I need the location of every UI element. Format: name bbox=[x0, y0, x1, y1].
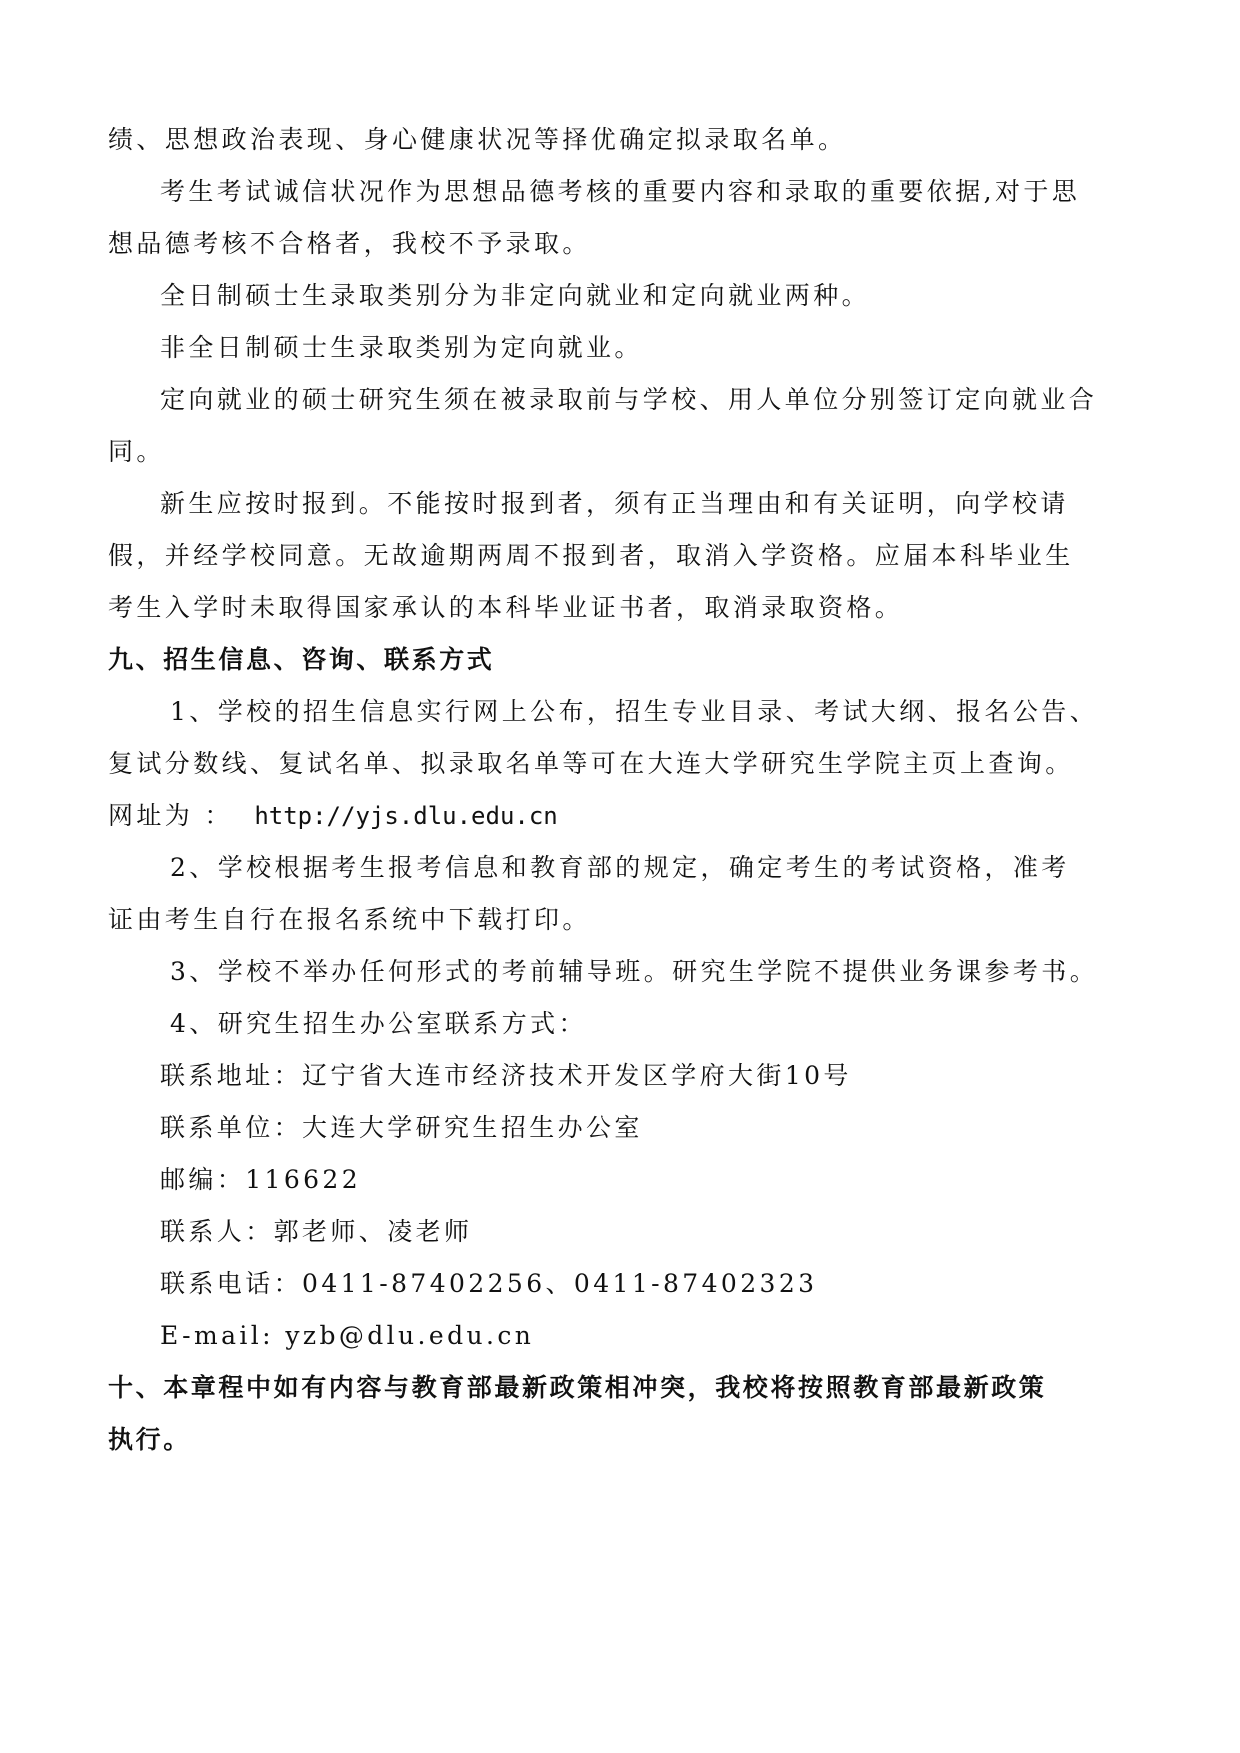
contact-postcode bbox=[160, 1165, 361, 1195]
phone-value: 0411-87402256、0411-87402323 bbox=[302, 1269, 818, 1298]
paragraph-line: 同。 bbox=[108, 437, 165, 466]
contact-phone bbox=[160, 1269, 817, 1299]
paragraph-line: 考生入学时未取得国家承认的本科毕业证书者，取消录取资格。 bbox=[108, 593, 904, 622]
postcode-value: 116622 bbox=[245, 1165, 362, 1194]
list-item-line: 复试分数线、复试名单、拟录取名单等可在大连大学研究生学院主页上查询。 bbox=[108, 749, 1074, 778]
unit-value: 大连大学研究生招生办公室 bbox=[302, 1113, 643, 1142]
section-heading: 执行。 bbox=[108, 1425, 191, 1454]
person-value: 郭老师、凌老师 bbox=[273, 1217, 473, 1246]
list-item-line: 2、学校根据考生报考信息和教育部的规定，确定考生的考试资格，准考 bbox=[170, 853, 1070, 882]
list-item-line: 3、学校不举办任何形式的考前辅导班。研究生学院不提供业务课参考书。 bbox=[170, 957, 1099, 986]
unit-label: 联系单位： bbox=[160, 1113, 303, 1142]
url-label: 网址为 ： bbox=[108, 801, 233, 830]
email-label: E-mail: bbox=[160, 1321, 274, 1350]
paragraph-line: 绩、思想政治表现、身心健康状况等择优确定拟录取名单。 bbox=[108, 125, 847, 154]
contact-address bbox=[160, 1061, 852, 1091]
paragraph-line: 假，并经学校同意。无故逾期两周不报到者，取消入学资格。应届本科毕业生 bbox=[108, 541, 1074, 570]
website-link[interactable]: http://yjs.dlu.edu.cn bbox=[254, 802, 558, 830]
email-link[interactable]: yzb@dlu.edu.cn bbox=[285, 1321, 535, 1350]
contact-email bbox=[160, 1321, 534, 1351]
phone-label: 联系电话： bbox=[160, 1269, 303, 1298]
paragraph-line: 新生应按时报到。不能按时报到者，须有正当理由和有关证明，向学校请 bbox=[160, 489, 1069, 518]
postcode-label: 邮编： bbox=[160, 1165, 246, 1194]
paragraph-line: 定向就业的硕士研究生须在被录取前与学校、用人单位分别签订定向就业合 bbox=[160, 385, 1098, 414]
section-heading: 十、本章程中如有内容与教育部最新政策相冲突，我校将按照教育部最新政策 bbox=[108, 1373, 1047, 1402]
section-heading: 九、招生信息、咨询、联系方式 bbox=[108, 645, 495, 674]
address-label: 联系地址： bbox=[160, 1061, 303, 1090]
url-line bbox=[108, 801, 558, 831]
paragraph-line: 全日制硕士生录取类别分为非定向就业和定向就业两种。 bbox=[160, 281, 871, 310]
address-value: 辽宁省大连市经济技术开发区学府大街10号 bbox=[302, 1061, 852, 1090]
paragraph-line: 考生考试诚信状况作为思想品德考核的重要内容和录取的重要依据,对于思 bbox=[160, 177, 1081, 206]
contact-unit bbox=[160, 1113, 643, 1143]
list-item-line: 证由考生自行在报名系统中下载打印。 bbox=[108, 905, 591, 934]
list-item-line: 1、学校的招生信息实行网上公布，招生专业目录、考试大纲、报名公告、 bbox=[170, 697, 1099, 726]
paragraph-line: 想品德考核不合格者，我校不予录取。 bbox=[108, 229, 591, 258]
contact-person bbox=[160, 1217, 472, 1247]
person-label: 联系人： bbox=[160, 1217, 274, 1246]
paragraph-line: 非全日制硕士生录取类别为定向就业。 bbox=[160, 333, 643, 362]
list-item-line: 4、研究生招生办公室联系方式： bbox=[170, 1009, 587, 1038]
